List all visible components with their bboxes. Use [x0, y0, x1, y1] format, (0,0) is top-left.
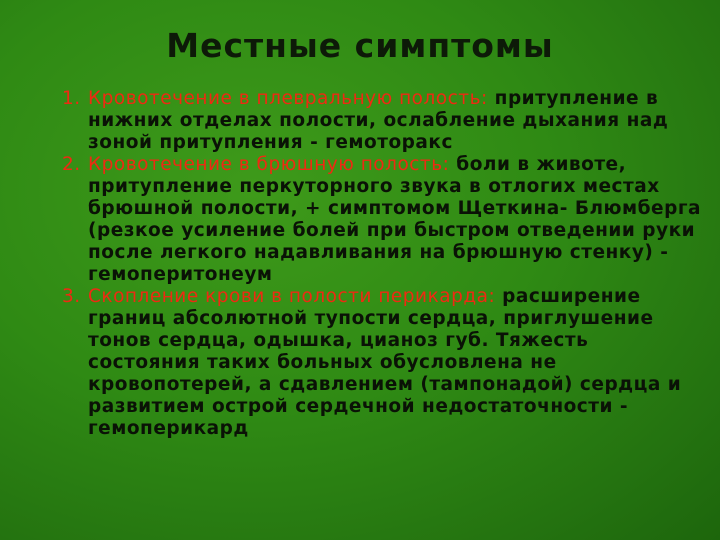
item-text: притупление в нижних отделах полости, ослабление дыхания над зоной притупления - гемоторакс: [88, 88, 669, 153]
list-item: [62, 88, 702, 154]
item-number: 1.: [62, 88, 81, 109]
item-text: боли в животе, притупление перкуторного звука в отлогих местах брюшной полости, + симптомом Щеткина- Блюмберга (резкое усиление болей при быстром отведении руки после легкого надавливания на брюшную стенку) - гемоперитонеум: [88, 154, 701, 285]
symptom-list: [62, 88, 702, 440]
item-number: 3.: [62, 286, 81, 307]
item-text: расширение границ абсолютной тупости сердца, приглушение тонов сердца, одышка, цианоз губ. Тяжесть состояния таких больных обусловлена не кровопотерей, а сдавлением (тампонадой) сердца и развитием острой сердечной недостаточности - гемоперикард: [88, 286, 682, 439]
slide-title: Местные симптомы: [166, 26, 554, 65]
list-item: [62, 154, 702, 286]
item-heading: Кровотечение в плевральную полость:: [88, 88, 488, 109]
item-heading: Скопление крови в полости перикарда:: [88, 286, 496, 307]
item-number: 2.: [62, 154, 81, 175]
list-item: [62, 286, 702, 440]
item-heading: Кровотечение в брюшную полость:: [88, 154, 450, 175]
